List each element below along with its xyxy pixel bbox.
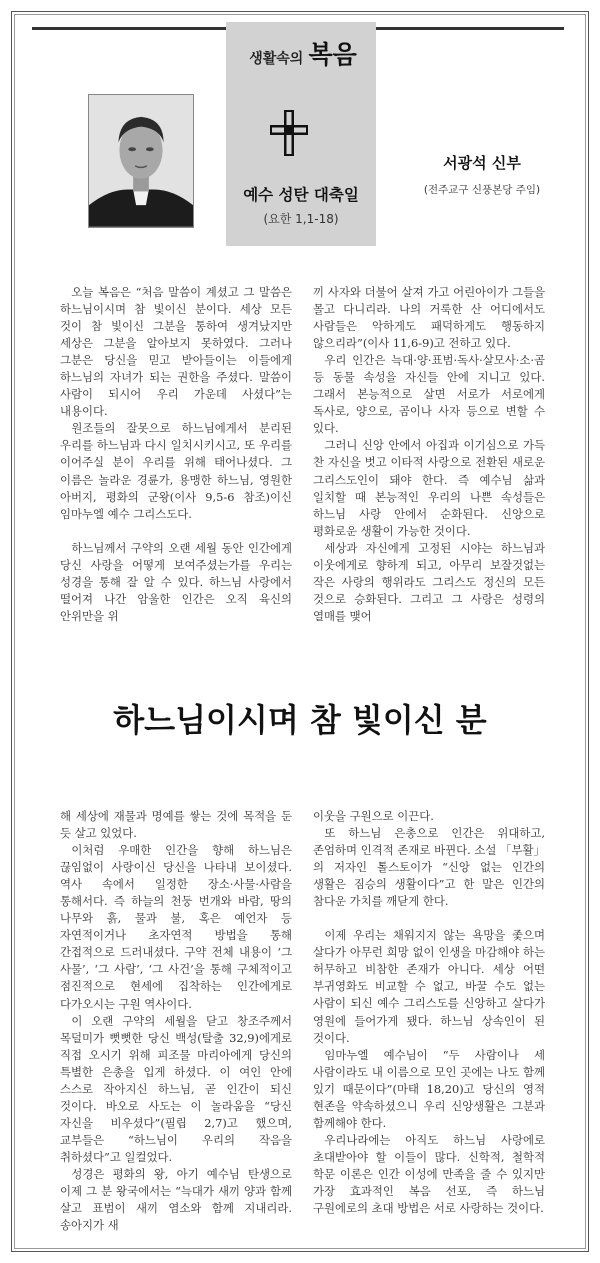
column-top-right bbox=[313, 284, 545, 622]
paragraph: 이웃을 구원으로 이끈다. bbox=[313, 809, 434, 823]
paragraph: 임마누엘 예수님이 “두 사람이나 세 사람이라도 내 이름으로 모인 곳에는 나도 함께 있기 때문이다”(마태 18,20)고 당신의 영적 현존을 약속하셨으니 우리 신앙생활은 그분과 함께해야 한다. bbox=[313, 1047, 545, 1130]
paragraph: 또 하느님 은총으로 인간은 위대하고, 존엄하며 인격적 존재로 바뀐다. 소설 「부활」의 저자인 톨스토이가 “신앙 없는 인간의 생활은 짐승의 생활이다”고 한 말은 인간의 참다운 가치를 깨닫게 한다. bbox=[313, 826, 545, 909]
paragraph: 해 세상에 재물과 명예를 쌓는 것에 목적을 둔 듯 살고 있었다. bbox=[60, 809, 292, 841]
author-photo bbox=[88, 94, 194, 228]
column-top-left bbox=[60, 284, 292, 622]
section-title-big: 복음 bbox=[308, 40, 357, 69]
author-affiliation: (전주교구 신풍본당 주임) bbox=[423, 184, 541, 196]
section-title bbox=[230, 35, 376, 71]
paragraph: 성경은 평화의 왕, 아기 예수님 탄생으로 이제 그 분 왕국에서는 “늑대가 새끼 양과 함께 살고 표범이 새끼 염소와 함께 지내리라. 송아지가 새 bbox=[60, 1166, 292, 1233]
section-title-small: 생활속의 bbox=[249, 51, 304, 67]
author-name: 서광석 신부 bbox=[443, 154, 521, 172]
paragraph: 이처럼 우매한 인간을 향해 하느님은 끊임없이 사랑이신 당신을 나타내 보이셨다. 역사 속에서 일정한 장소·사물·사람을 통해서다. 즉 하늘의 천둥 번개와 바람, 땅의 나무와 흙, 물과 불, 혹은 예언자 등 자연적이거나 초자연적 방법을 통해 간접적으로 드러내셨다. 구약 전체 내용이 ‘그 사물’, ‘그 사람’, ‘그 사건’을 통해 구체적이고 점진적으로 현세에 집착하는 인간에게로 다가오시는 구원 역사이다. bbox=[60, 843, 292, 1011]
paragraph: 이제 우리는 채워지지 않는 욕망을 좇으며 살다가 아무런 희망 없이 인생을 마감해야 하는 허무하고 비참한 존재가 아니다. 세상 어떤 부귀영화도 비교할 수 없고, 바꿀 수도 없는 사람이 되신 예수 그리스도를 신앙하고 살다가 영원에 들어가게 됐다. 하느님 상속인이 된 것이다. bbox=[313, 928, 545, 1045]
paragraph: 우리나라에는 아직도 하느님 사랑에로 초대받아야 할 이들이 많다. 신학적, 철학적 학문 이론은 인간 이성에 만족을 줄 수 있지만 가장 효과적인 복음 선포, 즉 하느님 구원에로의 초대 방법은 서로 사랑하는 것이다. bbox=[313, 1132, 545, 1216]
paragraph: 이 오랜 구약의 세월을 닫고 창조주께서 목덜미가 뻣뻣한 당신 백성(탈출 32,9)에게로 직접 오시기 위해 피조물 마리아에게 당신의 특별한 은총을 입게 하셨다. 이 여인 안에 스스로 작아지신 하느님, 곧 인간이 되신 것이다. 바오로 사도는 이 놀라움을 “당신 자신을 비우셨다”(필립 2,7)고 했으며, 교부들은 “하느님이 우리의 작음을 취하셨다”고 일컬었다. bbox=[60, 1013, 292, 1164]
cross-icon bbox=[270, 110, 308, 156]
article-headline: 하느님이시며 참 빛이신 분 bbox=[113, 701, 487, 739]
paragraph: 세상과 자신에게 고정된 시야는 하느님과 이웃에게로 향하게 되고, 아무리 보잘것없는 작은 사랑의 행위라도 그리스도 정신의 모든 것으로 승화된다. 그리고 그 사랑은 성령의 열매를 맺어 bbox=[313, 540, 545, 622]
paragraph: 우리 인간은 늑대·양·표범·독사·살모사·소·곰 등 동물 속성을 자신들 안에 지니고 있다. 그래서 본능적으로 살면 서로가 서로에게 독사로, 양으로, 곰이나 사자 등으로 변할 수 있다. bbox=[313, 353, 545, 436]
author-portrait-image bbox=[89, 95, 193, 227]
paragraph: 원조들의 잘못으로 하느님에게서 분리된 우리를 하느님과 다시 일치시키시고, 또 우리를 이어주실 분이 우리를 위해 태어나셨다. 그 이름은 놀라운 경륜가, 용맹한 하느님, 영원한 아버지, 평화의 군왕(이사 9,5-6 참조)이신 임마누엘 예수 그리스도다. bbox=[60, 421, 292, 521]
paragraph: 하느님께서 구약의 오랜 세월 동안 인간에게 당신 사랑을 어떻게 보여주셨는가를 우리는 성경을 통해 잘 알 수 있다. 하느님 사랑에서 떨어져 나간 암울한 인간은 오직 육신의 안위만을 위 bbox=[60, 540, 292, 622]
gospel-reference: (요한 1,1-18) bbox=[263, 212, 339, 226]
paragraph: 끼 사자와 더불어 살져 가고 어린아이가 그들을 몰고 다니리라. 나의 거룩한 산 어디에서도 사람들은 악하게도 패덕하게도 행동하지 않으리라”(이사 11,6-9)고 전하고 있다. bbox=[313, 285, 545, 351]
column-bottom-right bbox=[313, 808, 545, 1238]
paragraph: 그러니 신앙 안에서 아집과 이기심으로 가득 찬 자신을 벗고 이타적 사랑으로 전환된 새로운 그리스도인이 돼야 한다. 즉 예수님 삶과 일치할 때 본능적인 우리의 나쁜 속성들은 하느님 사랑 안에서 순화된다. 신앙으로 평화로운 생활이 가능한 것이다. bbox=[313, 438, 545, 538]
paragraph: 오늘 복음은 “처음 말씀이 계셨고 그 말씀은 하느님이시며 참 빛이신 분이다. 세상 모든 것이 참 빛이신 그분을 통하여 생겨났지만 세상은 그분을 알아보지 못하였다. 그러나 그분은 당신을 믿고 받아들이는 이들에게 하느님의 자녀가 되는 권한을 주셨다. 말씀이 사람이 되시어 우리 가운데 사셨다”는 내용이다. bbox=[60, 285, 292, 419]
feast-title: 예수 성탄 대축일 bbox=[243, 186, 359, 204]
column-bottom-left bbox=[60, 808, 292, 1238]
